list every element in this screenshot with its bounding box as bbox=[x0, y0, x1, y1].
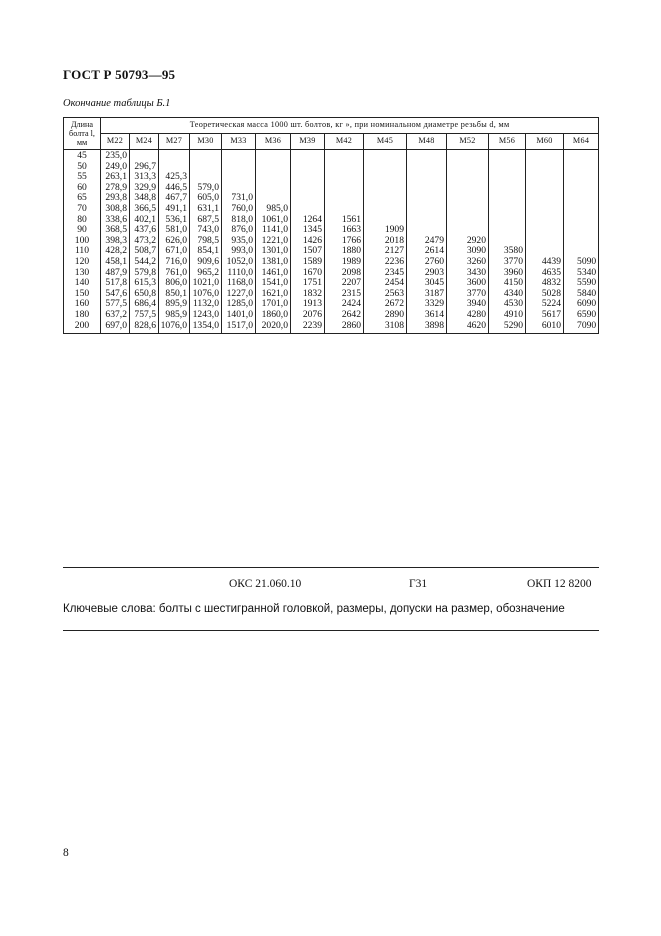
mass-cell: 757,5 bbox=[130, 310, 159, 321]
mass-cell bbox=[526, 172, 564, 183]
mass-cell bbox=[564, 225, 599, 236]
mass-cell: 1860,0 bbox=[256, 310, 291, 321]
mass-cell: 313,3 bbox=[130, 172, 159, 183]
mass-cell: 1227,0 bbox=[222, 289, 256, 300]
mass-cell: 5590 bbox=[564, 278, 599, 289]
mass-cell: 308,8 bbox=[101, 204, 130, 215]
mass-cell: 1751 bbox=[291, 278, 325, 289]
mass-cell: 761,0 bbox=[159, 268, 190, 279]
mass-cell: 3430 bbox=[447, 268, 489, 279]
mass-cell: 2127 bbox=[364, 246, 407, 257]
mass-cell bbox=[526, 204, 564, 215]
mass-cell: 402,1 bbox=[130, 215, 159, 226]
length-cell: 90 bbox=[64, 225, 101, 236]
mass-cell: 1766 bbox=[325, 236, 364, 247]
mass-cell bbox=[447, 162, 489, 173]
group-code: Г31 bbox=[409, 578, 428, 590]
mass-cell bbox=[447, 150, 489, 162]
mass-cell bbox=[564, 183, 599, 194]
mass-cell: 686,4 bbox=[130, 299, 159, 310]
mass-cell: 1561 bbox=[325, 215, 364, 226]
mass-cell: 581,0 bbox=[159, 225, 190, 236]
mass-cell: 2315 bbox=[325, 289, 364, 300]
footer-bottom-rule bbox=[63, 630, 599, 631]
mass-cell: 854,1 bbox=[190, 246, 222, 257]
mass-cell: 517,8 bbox=[101, 278, 130, 289]
mass-cell: 1401,0 bbox=[222, 310, 256, 321]
mass-cell: 1913 bbox=[291, 299, 325, 310]
mass-cell: 3260 bbox=[447, 257, 489, 268]
mass-cell bbox=[407, 183, 447, 194]
mass-cell bbox=[291, 183, 325, 194]
mass-cell: 5617 bbox=[526, 310, 564, 321]
mass-cell: 536,1 bbox=[159, 215, 190, 226]
mass-cell: 4635 bbox=[526, 268, 564, 279]
mass-cell bbox=[291, 162, 325, 173]
mass-cell: 3960 bbox=[489, 268, 526, 279]
length-cell: 130 bbox=[64, 268, 101, 279]
diameter-header-cell: М33 bbox=[222, 134, 256, 150]
mass-cell: 605,0 bbox=[190, 193, 222, 204]
mass-cell: 458,1 bbox=[101, 257, 130, 268]
table-row bbox=[64, 321, 599, 334]
mass-cell: 544,2 bbox=[130, 257, 159, 268]
mass-cell bbox=[159, 150, 190, 162]
diameter-header-cell: М52 bbox=[447, 134, 489, 150]
diameter-header-cell: М64 bbox=[564, 134, 599, 150]
mass-cell: 278,9 bbox=[101, 183, 130, 194]
length-cell: 80 bbox=[64, 215, 101, 226]
mass-cell bbox=[447, 204, 489, 215]
mass-cell: 3898 bbox=[407, 321, 447, 334]
table-row bbox=[64, 204, 599, 215]
mass-cell: 935,0 bbox=[222, 236, 256, 247]
mass-cell: 5028 bbox=[526, 289, 564, 300]
mass-cell: 1426 bbox=[291, 236, 325, 247]
mass-cell: 2479 bbox=[407, 236, 447, 247]
mass-cell bbox=[256, 183, 291, 194]
mass-cell: 1832 bbox=[291, 289, 325, 300]
mass-cell: 806,0 bbox=[159, 278, 190, 289]
mass-cell: 1589 bbox=[291, 257, 325, 268]
diameter-header-cell: М39 bbox=[291, 134, 325, 150]
mass-cell: 437,6 bbox=[130, 225, 159, 236]
mass-cell bbox=[447, 172, 489, 183]
table-row bbox=[64, 150, 599, 162]
mass-cell bbox=[564, 215, 599, 226]
mass-cell bbox=[526, 225, 564, 236]
mass-cell bbox=[325, 204, 364, 215]
mass-cell: 235,0 bbox=[101, 150, 130, 162]
mass-cell: 4280 bbox=[447, 310, 489, 321]
mass-cell: 909,6 bbox=[190, 257, 222, 268]
mass-cell: 2614 bbox=[407, 246, 447, 257]
mass-cell: 4150 bbox=[489, 278, 526, 289]
mass-cell: 487,9 bbox=[101, 268, 130, 279]
mass-cell bbox=[564, 172, 599, 183]
length-cell: 100 bbox=[64, 236, 101, 247]
mass-cell: 697,0 bbox=[101, 321, 130, 334]
mass-cell bbox=[407, 162, 447, 173]
mass-cell: 3770 bbox=[447, 289, 489, 300]
length-cell: 55 bbox=[64, 172, 101, 183]
mass-cell bbox=[526, 183, 564, 194]
mass-cell bbox=[564, 193, 599, 204]
mass-cell: 4530 bbox=[489, 299, 526, 310]
mass-cell: 2018 bbox=[364, 236, 407, 247]
mass-cell: 249,0 bbox=[101, 162, 130, 173]
diameter-header-cell: М27 bbox=[159, 134, 190, 150]
mass-cell: 1168,0 bbox=[222, 278, 256, 289]
length-cell: 200 bbox=[64, 321, 101, 334]
mass-cell bbox=[526, 193, 564, 204]
mass-cell bbox=[489, 162, 526, 173]
mass-cell: 631,1 bbox=[190, 204, 222, 215]
mass-cell: 6090 bbox=[564, 299, 599, 310]
diameter-header-row bbox=[64, 134, 599, 150]
okc-code: ОКС 21.060.10 bbox=[229, 578, 302, 590]
length-cell: 150 bbox=[64, 289, 101, 300]
mass-cell bbox=[291, 204, 325, 215]
mass-cell: 1076,0 bbox=[159, 321, 190, 334]
mass-cell bbox=[407, 150, 447, 162]
mass-cell: 6590 bbox=[564, 310, 599, 321]
mass-cell: 348,8 bbox=[130, 193, 159, 204]
mass-cell bbox=[489, 225, 526, 236]
mass-span-header: Теоретическая масса 1000 шт. болтов, кг », при номинальном диаметре резьбы d, мм bbox=[101, 118, 599, 134]
mass-cell: 3580 bbox=[489, 246, 526, 257]
mass-cell: 1132,0 bbox=[190, 299, 222, 310]
mass-cell bbox=[222, 150, 256, 162]
mass-cell: 1507 bbox=[291, 246, 325, 257]
mass-cell: 3770 bbox=[489, 257, 526, 268]
mass-cell: 263,1 bbox=[101, 172, 130, 183]
mass-cell bbox=[564, 162, 599, 173]
mass-cell: 398,3 bbox=[101, 236, 130, 247]
mass-cell: 985,9 bbox=[159, 310, 190, 321]
length-header-line: мм bbox=[76, 138, 88, 147]
mass-cell bbox=[364, 172, 407, 183]
mass-cell: 296,7 bbox=[130, 162, 159, 173]
mass-cell: 5290 bbox=[489, 321, 526, 334]
mass-cell: 1345 bbox=[291, 225, 325, 236]
mass-cell: 671,0 bbox=[159, 246, 190, 257]
mass-cell: 366,5 bbox=[130, 204, 159, 215]
mass-cell: 1989 bbox=[325, 257, 364, 268]
mass-cell: 626,0 bbox=[159, 236, 190, 247]
mass-cell: 329,9 bbox=[130, 183, 159, 194]
mass-cell bbox=[291, 193, 325, 204]
page-number: 8 bbox=[63, 847, 69, 859]
length-cell: 45 bbox=[64, 150, 101, 162]
mass-cell: 818,0 bbox=[222, 215, 256, 226]
mass-cell: 5840 bbox=[564, 289, 599, 300]
mass-cell: 473,2 bbox=[130, 236, 159, 247]
mass-cell: 547,6 bbox=[101, 289, 130, 300]
mass-cell: 2076 bbox=[291, 310, 325, 321]
mass-cell: 4832 bbox=[526, 278, 564, 289]
mass-cell bbox=[190, 162, 222, 173]
mass-cell: 4620 bbox=[447, 321, 489, 334]
length-cell: 180 bbox=[64, 310, 101, 321]
mass-cell: 1141,0 bbox=[256, 225, 291, 236]
mass-cell: 1663 bbox=[325, 225, 364, 236]
mass-cell: 2098 bbox=[325, 268, 364, 279]
mass-cell: 743,0 bbox=[190, 225, 222, 236]
mass-cell: 1354,0 bbox=[190, 321, 222, 334]
mass-cell bbox=[325, 183, 364, 194]
mass-cell: 2642 bbox=[325, 310, 364, 321]
length-cell: 160 bbox=[64, 299, 101, 310]
mass-cell: 425,3 bbox=[159, 172, 190, 183]
diameter-header-cell: М22 bbox=[101, 134, 130, 150]
mass-cell: 2672 bbox=[364, 299, 407, 310]
mass-cell bbox=[364, 193, 407, 204]
mass-cell: 7090 bbox=[564, 321, 599, 334]
mass-cell: 5224 bbox=[526, 299, 564, 310]
mass-cell: 2207 bbox=[325, 278, 364, 289]
document-title: ГОСТ Р 50793—95 bbox=[63, 67, 176, 82]
mass-cell: 760,0 bbox=[222, 204, 256, 215]
mass-cell: 637,2 bbox=[101, 310, 130, 321]
mass-cell: 2236 bbox=[364, 257, 407, 268]
mass-cell: 1880 bbox=[325, 246, 364, 257]
mass-cell: 615,3 bbox=[130, 278, 159, 289]
mass-cell: 2424 bbox=[325, 299, 364, 310]
mass-cell: 446,5 bbox=[159, 183, 190, 194]
mass-cell: 1285,0 bbox=[222, 299, 256, 310]
mass-cell bbox=[256, 172, 291, 183]
mass-cell bbox=[325, 162, 364, 173]
mass-cell bbox=[489, 183, 526, 194]
mass-cell: 1517,0 bbox=[222, 321, 256, 334]
okp-code: ОКП 12 8200 bbox=[527, 578, 592, 590]
mass-cell: 3329 bbox=[407, 299, 447, 310]
mass-cell: 3045 bbox=[407, 278, 447, 289]
length-cell: 60 bbox=[64, 183, 101, 194]
mass-cell: 2760 bbox=[407, 257, 447, 268]
mass-cell: 993,0 bbox=[222, 246, 256, 257]
mass-cell bbox=[526, 150, 564, 162]
diameter-header-cell: М45 bbox=[364, 134, 407, 150]
mass-cell bbox=[325, 150, 364, 162]
mass-cell: 1061,0 bbox=[256, 215, 291, 226]
mass-cell bbox=[526, 162, 564, 173]
mass-cell bbox=[489, 172, 526, 183]
mass-cell: 985,0 bbox=[256, 204, 291, 215]
mass-cell: 1021,0 bbox=[190, 278, 222, 289]
mass-cell: 1701,0 bbox=[256, 299, 291, 310]
mass-cell: 2890 bbox=[364, 310, 407, 321]
mass-cell: 467,7 bbox=[159, 193, 190, 204]
mass-cell bbox=[407, 204, 447, 215]
table-row bbox=[64, 310, 599, 321]
mass-cell: 1541,0 bbox=[256, 278, 291, 289]
mass-cell: 338,6 bbox=[101, 215, 130, 226]
mass-cell bbox=[364, 204, 407, 215]
mass-cell bbox=[564, 236, 599, 247]
length-cell: 65 bbox=[64, 193, 101, 204]
mass-cell: 2454 bbox=[364, 278, 407, 289]
length-cell: 50 bbox=[64, 162, 101, 173]
mass-cell: 828,6 bbox=[130, 321, 159, 334]
mass-cell: 4910 bbox=[489, 310, 526, 321]
mass-cell bbox=[364, 162, 407, 173]
mass-cell: 798,5 bbox=[190, 236, 222, 247]
mass-cell: 428,2 bbox=[101, 246, 130, 257]
mass-cell bbox=[447, 215, 489, 226]
mass-cell: 4340 bbox=[489, 289, 526, 300]
mass-cell: 895,9 bbox=[159, 299, 190, 310]
mass-cell bbox=[222, 162, 256, 173]
mass-cell: 1301,0 bbox=[256, 246, 291, 257]
mass-cell: 1621,0 bbox=[256, 289, 291, 300]
mass-cell bbox=[407, 215, 447, 226]
mass-cell: 2920 bbox=[447, 236, 489, 247]
diameter-header-cell: М30 bbox=[190, 134, 222, 150]
mass-cell bbox=[489, 215, 526, 226]
mass-cell: 1381,0 bbox=[256, 257, 291, 268]
mass-cell: 3940 bbox=[447, 299, 489, 310]
mass-cell: 2903 bbox=[407, 268, 447, 279]
mass-cell bbox=[564, 204, 599, 215]
length-header-line: болта l, bbox=[69, 129, 95, 138]
mass-cell: 579,8 bbox=[130, 268, 159, 279]
length-header-line: Длина bbox=[70, 120, 94, 129]
diameter-header-cell: М42 bbox=[325, 134, 364, 150]
mass-cell bbox=[489, 150, 526, 162]
mass-cell: 1909 bbox=[364, 225, 407, 236]
mass-cell bbox=[407, 193, 447, 204]
mass-cell bbox=[130, 150, 159, 162]
mass-cell: 2345 bbox=[364, 268, 407, 279]
mass-cell: 3187 bbox=[407, 289, 447, 300]
diameter-header-cell: М24 bbox=[130, 134, 159, 150]
mass-cell bbox=[407, 172, 447, 183]
mass-cell: 5340 bbox=[564, 268, 599, 279]
mass-cell bbox=[222, 172, 256, 183]
mass-cell bbox=[526, 236, 564, 247]
diameter-header-cell: М36 bbox=[256, 134, 291, 150]
diameter-header-cell: М48 bbox=[407, 134, 447, 150]
mass-cell: 2860 bbox=[325, 321, 364, 334]
mass-cell bbox=[256, 162, 291, 173]
footer-top-rule bbox=[63, 567, 599, 568]
mass-cell: 1243,0 bbox=[190, 310, 222, 321]
length-header bbox=[64, 118, 101, 150]
mass-cell bbox=[489, 204, 526, 215]
mass-cell bbox=[190, 150, 222, 162]
length-cell: 140 bbox=[64, 278, 101, 289]
mass-cell: 2020,0 bbox=[256, 321, 291, 334]
mass-cell: 1076,0 bbox=[190, 289, 222, 300]
bolt-mass-table bbox=[63, 117, 599, 334]
mass-cell: 716,0 bbox=[159, 257, 190, 268]
mass-cell bbox=[325, 193, 364, 204]
mass-cell: 731,0 bbox=[222, 193, 256, 204]
mass-cell: 1052,0 bbox=[222, 257, 256, 268]
mass-cell bbox=[489, 193, 526, 204]
mass-cell: 508,7 bbox=[130, 246, 159, 257]
mass-cell: 3108 bbox=[364, 321, 407, 334]
mass-cell: 3600 bbox=[447, 278, 489, 289]
mass-cell bbox=[291, 150, 325, 162]
mass-cell bbox=[447, 183, 489, 194]
table-row bbox=[64, 257, 599, 268]
mass-cell bbox=[325, 172, 364, 183]
mass-cell: 965,2 bbox=[190, 268, 222, 279]
mass-cell: 368,5 bbox=[101, 225, 130, 236]
diameter-header-cell: М60 bbox=[526, 134, 564, 150]
mass-cell bbox=[364, 150, 407, 162]
length-cell: 110 bbox=[64, 246, 101, 257]
mass-cell: 6010 bbox=[526, 321, 564, 334]
mass-cell: 1264 bbox=[291, 215, 325, 226]
mass-cell bbox=[447, 193, 489, 204]
mass-cell bbox=[256, 150, 291, 162]
mass-cell: 876,0 bbox=[222, 225, 256, 236]
table-body bbox=[64, 150, 599, 334]
mass-cell: 491,1 bbox=[159, 204, 190, 215]
mass-cell: 1110,0 bbox=[222, 268, 256, 279]
mass-cell: 1461,0 bbox=[256, 268, 291, 279]
length-cell: 70 bbox=[64, 204, 101, 215]
mass-cell: 850,1 bbox=[159, 289, 190, 300]
mass-cell: 1221,0 bbox=[256, 236, 291, 247]
mass-cell: 293,8 bbox=[101, 193, 130, 204]
mass-cell: 3614 bbox=[407, 310, 447, 321]
mass-cell: 2239 bbox=[291, 321, 325, 334]
mass-cell bbox=[564, 150, 599, 162]
mass-cell: 2563 bbox=[364, 289, 407, 300]
mass-cell: 687,5 bbox=[190, 215, 222, 226]
mass-cell: 1670 bbox=[291, 268, 325, 279]
mass-cell: 4439 bbox=[526, 257, 564, 268]
mass-cell: 650,8 bbox=[130, 289, 159, 300]
keywords-line: Ключевые слова: болты с шестигранной головкой, размеры, допуски на размер, обозначение bbox=[63, 603, 565, 615]
mass-cell bbox=[364, 183, 407, 194]
mass-cell: 3090 bbox=[447, 246, 489, 257]
mass-cell bbox=[526, 215, 564, 226]
table-caption: Окончание таблицы Б.1 bbox=[63, 98, 171, 109]
mass-cell: 579,0 bbox=[190, 183, 222, 194]
mass-cell bbox=[291, 172, 325, 183]
mass-cell: 577,5 bbox=[101, 299, 130, 310]
length-cell: 120 bbox=[64, 257, 101, 268]
diameter-header-cell: М56 bbox=[489, 134, 526, 150]
mass-cell: 5090 bbox=[564, 257, 599, 268]
